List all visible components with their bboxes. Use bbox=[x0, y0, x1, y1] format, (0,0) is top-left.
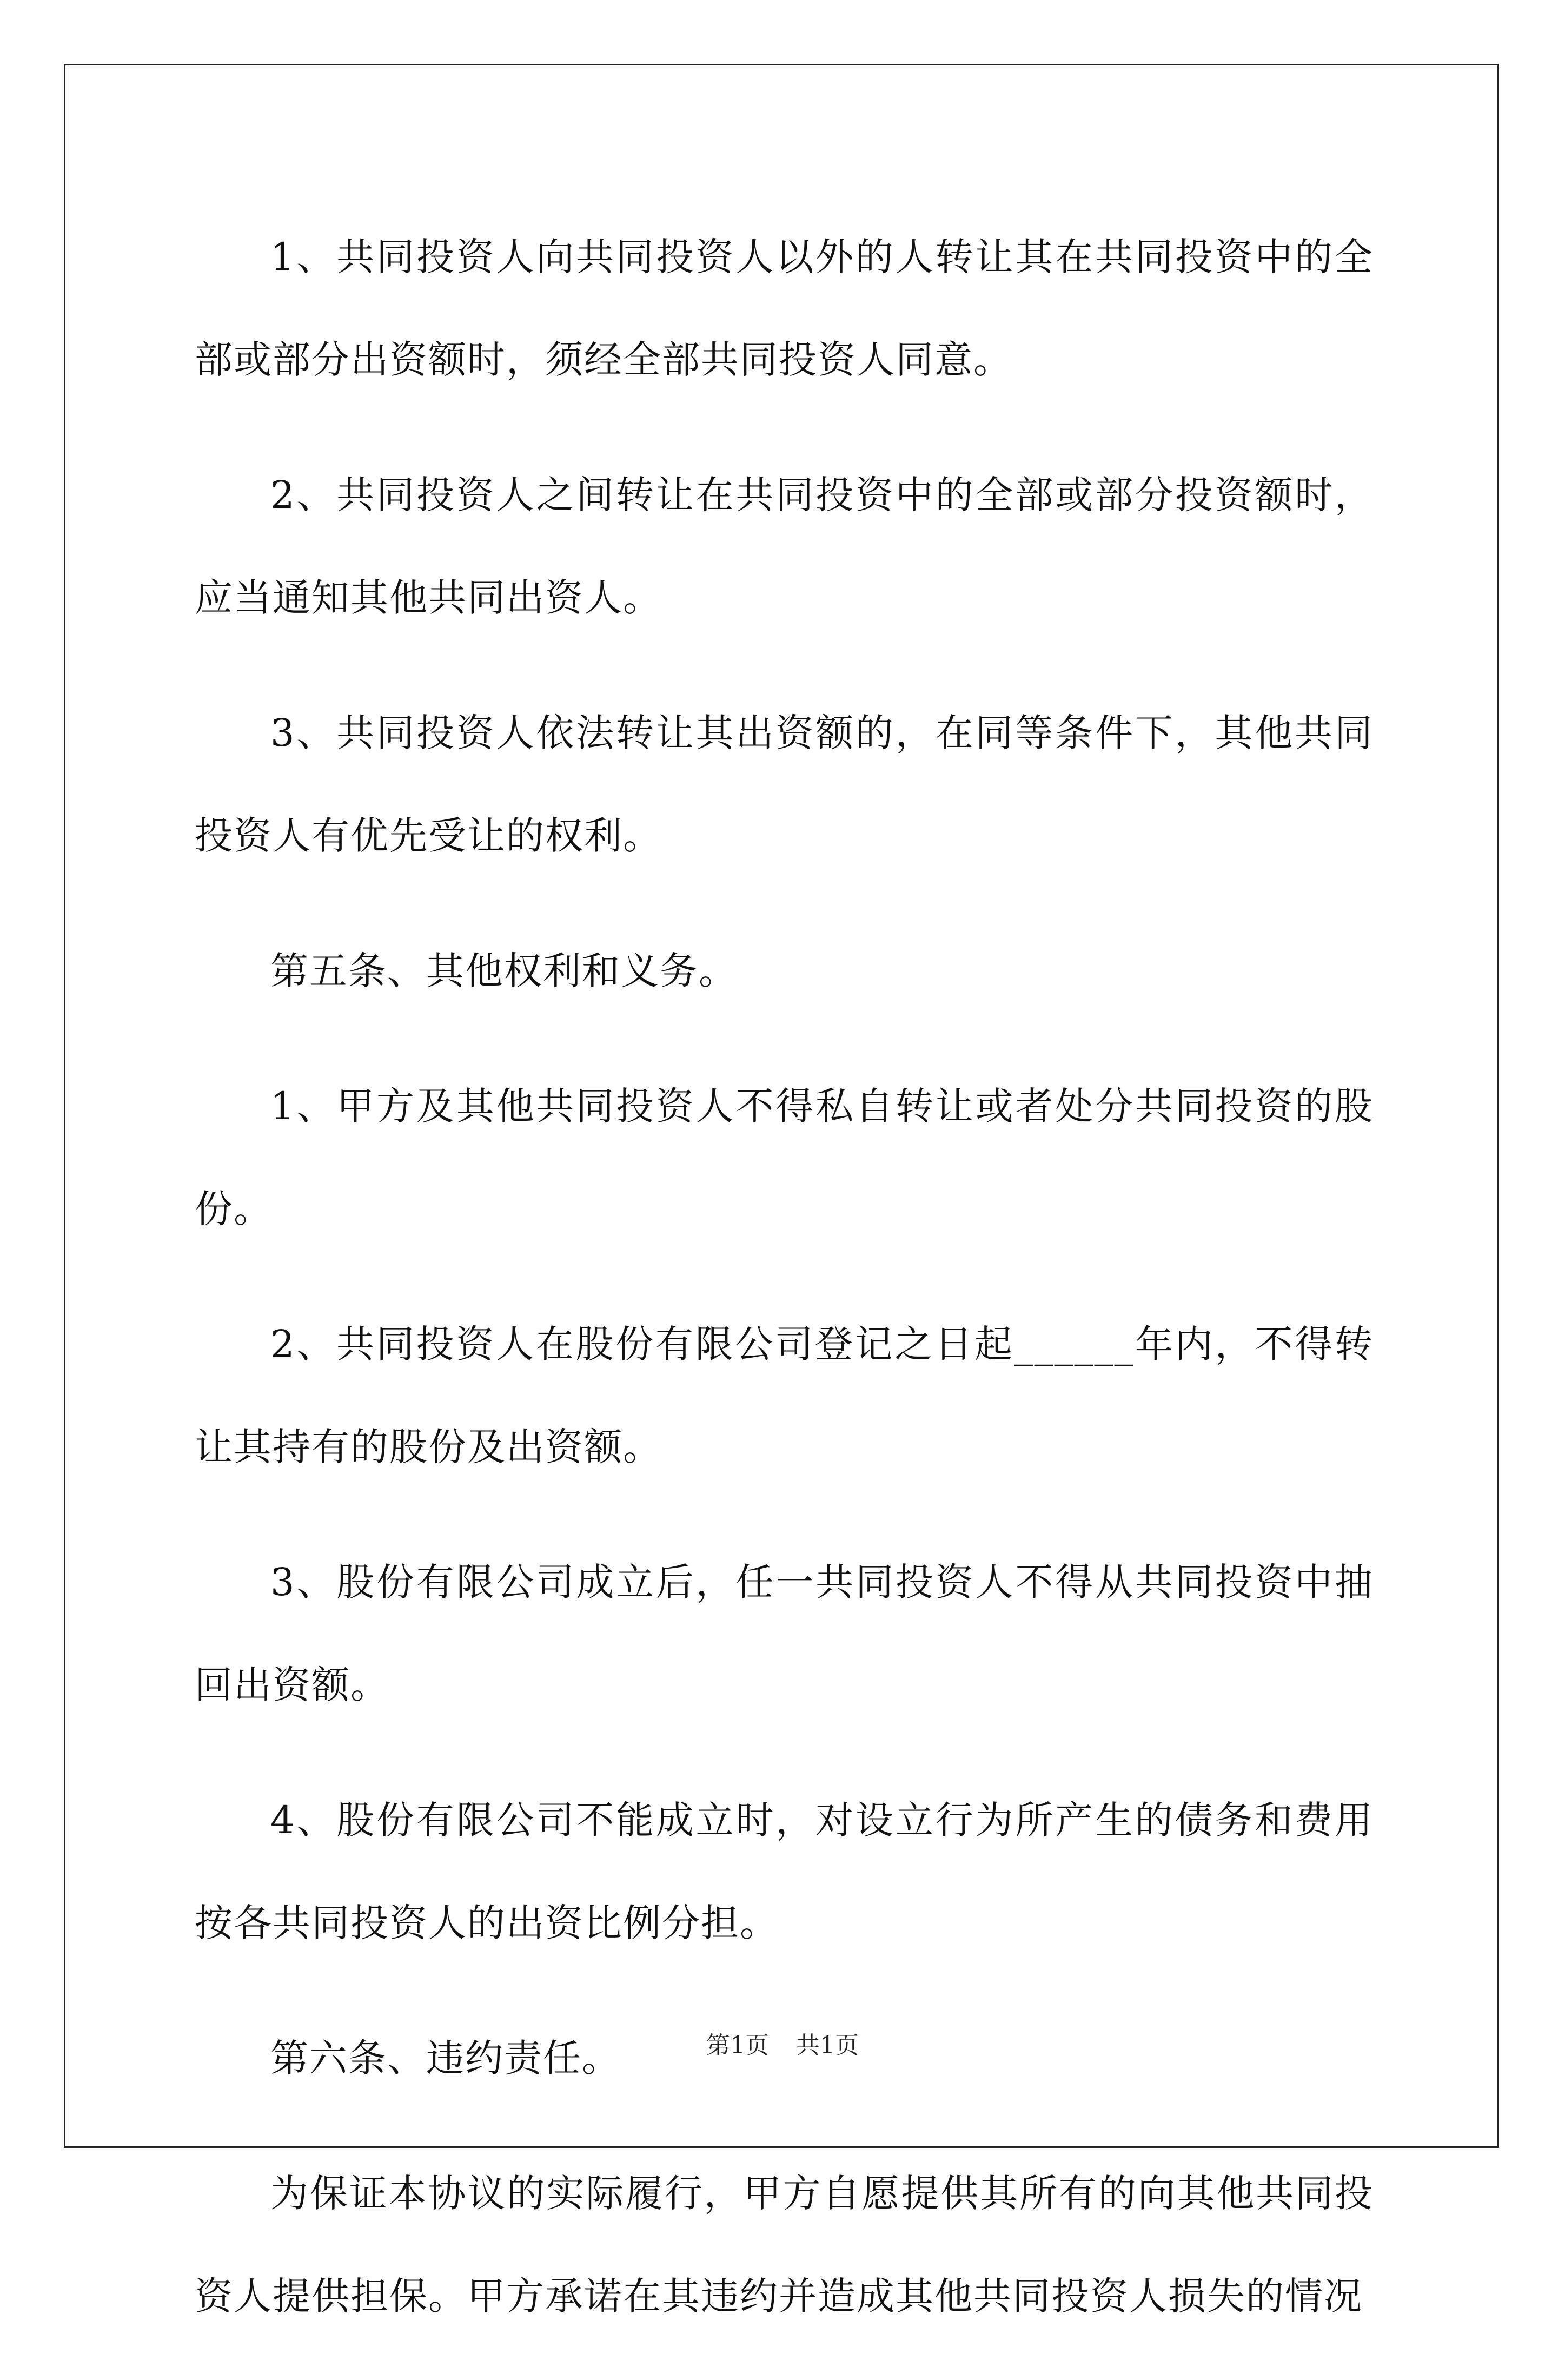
paragraph: 2、共同投资人在股份有限公司登记之日起______年内，不得转让其持有的股份及出资额。 bbox=[195, 1322, 1374, 1469]
page-total: 共1页 bbox=[796, 2032, 859, 2059]
paragraph: 1、共同投资人向共同投资人以外的人转让其在共同投资中的全部或部分出资额时，须经全部共同投资人同意。 bbox=[195, 235, 1374, 382]
page-number: 第1页 bbox=[706, 2032, 769, 2059]
section-heading: 第五条、其他权利和义务。 bbox=[270, 949, 738, 993]
paragraph: 4、股份有限公司不能成立时，对设立行为所产生的债务和费用按各共同投资人的出资比例分担。 bbox=[195, 1798, 1374, 1945]
paragraph: 1、甲方及其他共同投资人不得私自转让或者处分共同投资的股份。 bbox=[195, 1084, 1374, 1231]
paragraph: 为保证本协议的实际履行，甲方自愿提供其所有的向其他共同投资人提供担保。甲方承诺在其违约并造成其他共同投资人损失的情况 bbox=[195, 2171, 1374, 2318]
paragraph: 3、股份有限公司成立后，任一共同投资人不得从共同投资中抽回出资额。 bbox=[195, 1560, 1374, 1707]
page-footer bbox=[0, 2026, 1565, 2060]
paragraph: 3、共同投资人依法转让其出资额的，在同等条件下，其他共同投资人有优先受让的权利。 bbox=[195, 711, 1374, 858]
section-heading: 第六条、违约责任。 bbox=[270, 2036, 621, 2080]
paragraph: 2、共同投资人之间转让在共同投资中的全部或部分投资额时，应当通知其他共同出资人。 bbox=[195, 473, 1374, 620]
